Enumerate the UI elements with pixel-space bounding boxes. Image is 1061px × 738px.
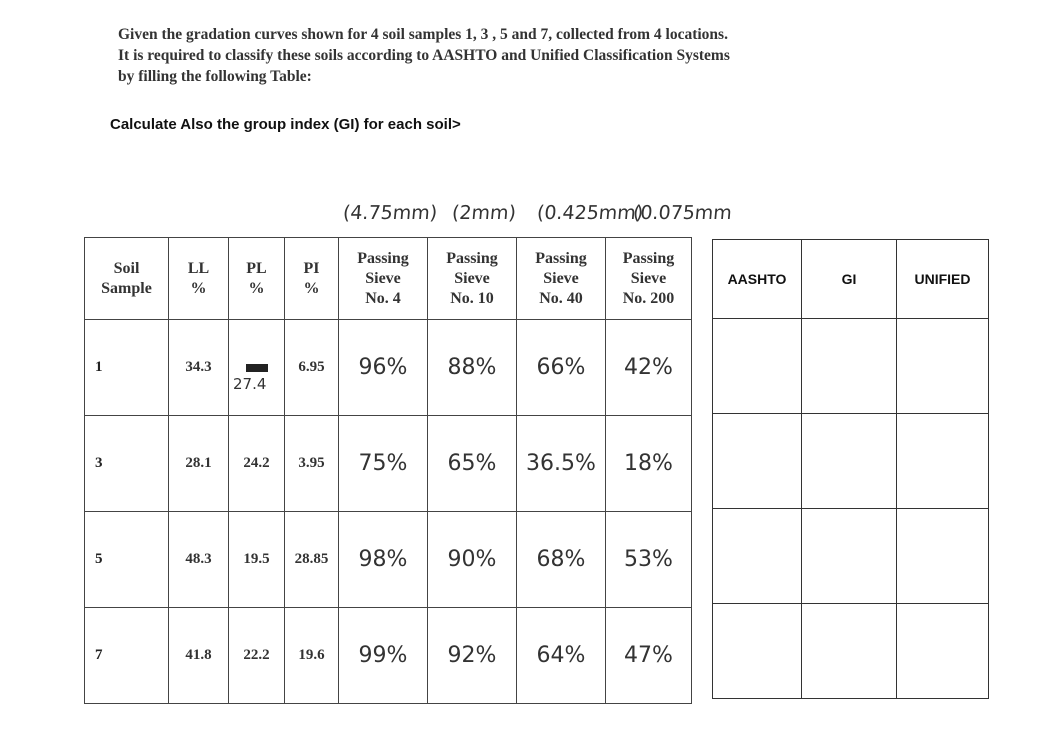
answer-row bbox=[713, 414, 989, 509]
header-pl: PL % bbox=[229, 238, 285, 320]
gi-answer-cell[interactable] bbox=[802, 414, 897, 509]
unified-answer-cell[interactable] bbox=[897, 319, 989, 414]
sample-id: 1 bbox=[85, 320, 169, 416]
header-no200: Passing Sieve No. 200 bbox=[606, 238, 692, 320]
answer-row bbox=[713, 509, 989, 604]
passing-no40: 66% bbox=[517, 320, 606, 416]
header-pi: PI % bbox=[285, 238, 339, 320]
passing-no40: 64% bbox=[517, 608, 606, 704]
pl-value bbox=[229, 320, 285, 416]
answer-header-row bbox=[713, 240, 989, 319]
passing-no4: 96% bbox=[339, 320, 428, 416]
header-no4: Passing Sieve No. 4 bbox=[339, 238, 428, 320]
ll-value: 34.3 bbox=[169, 320, 229, 416]
gi-answer-cell[interactable] bbox=[802, 509, 897, 604]
header-gi: GI bbox=[802, 240, 897, 319]
table-row bbox=[85, 320, 692, 416]
passing-no200: 53% bbox=[606, 512, 692, 608]
unified-answer-cell[interactable] bbox=[897, 604, 989, 699]
header-aashto: AASHTO bbox=[713, 240, 802, 319]
passing-no40: 68% bbox=[517, 512, 606, 608]
unified-answer-cell[interactable] bbox=[897, 509, 989, 604]
sieve-size-no200: (0.075mm bbox=[632, 202, 733, 224]
answer-row bbox=[713, 319, 989, 414]
header-no10: Passing Sieve No. 10 bbox=[428, 238, 517, 320]
scribbled-out-mark bbox=[246, 364, 268, 372]
passing-no4: 98% bbox=[339, 512, 428, 608]
passing-no10: 88% bbox=[428, 320, 517, 416]
header-unified: UNIFIED bbox=[897, 240, 989, 319]
sieve-size-no4: (4.75mm) bbox=[342, 202, 439, 224]
sample-id: 5 bbox=[85, 512, 169, 608]
pi-value: 19.6 bbox=[285, 608, 339, 704]
table-row bbox=[85, 512, 692, 608]
table-header-row bbox=[85, 238, 692, 320]
header-soil-sample: Soil Sample bbox=[85, 238, 169, 320]
aashto-answer-cell[interactable] bbox=[713, 604, 802, 699]
passing-no200: 42% bbox=[606, 320, 692, 416]
passing-no10: 92% bbox=[428, 608, 517, 704]
pl-handwritten: 27.4 bbox=[233, 375, 267, 393]
passing-no4: 99% bbox=[339, 608, 428, 704]
unified-answer-cell[interactable] bbox=[897, 414, 989, 509]
table-row bbox=[85, 416, 692, 512]
header-no40: Passing Sieve No. 40 bbox=[517, 238, 606, 320]
aashto-answer-cell[interactable] bbox=[713, 414, 802, 509]
passing-no200: 47% bbox=[606, 608, 692, 704]
sieve-size-no10: (2mm) bbox=[451, 202, 517, 224]
passing-no200: 18% bbox=[606, 416, 692, 512]
table-row bbox=[85, 608, 692, 704]
classification-answer-table bbox=[712, 239, 989, 699]
pl-value: 24.2 bbox=[229, 416, 285, 512]
aashto-answer-cell[interactable] bbox=[713, 509, 802, 604]
soil-data-table bbox=[84, 237, 692, 704]
passing-no40: 36.5% bbox=[517, 416, 606, 512]
passing-no10: 65% bbox=[428, 416, 517, 512]
passing-no4: 75% bbox=[339, 416, 428, 512]
sieve-size-no40: (0.425mm) bbox=[536, 202, 645, 224]
pi-value: 28.85 bbox=[285, 512, 339, 608]
sample-id: 3 bbox=[85, 416, 169, 512]
sample-id: 7 bbox=[85, 608, 169, 704]
pl-value: 22.2 bbox=[229, 608, 285, 704]
gi-answer-cell[interactable] bbox=[802, 319, 897, 414]
gi-answer-cell[interactable] bbox=[802, 604, 897, 699]
aashto-answer-cell[interactable] bbox=[713, 319, 802, 414]
intro-line-1: Given the gradation curves shown for 4 soil samples 1, 3 , 5 and 7, collected from 4 locations. bbox=[118, 26, 728, 43]
ll-value: 48.3 bbox=[169, 512, 229, 608]
pl-value: 19.5 bbox=[229, 512, 285, 608]
intro-line-2: It is required to classify these soils according to AASHTO and Unified Classification Systems bbox=[118, 47, 730, 64]
pi-value: 6.95 bbox=[285, 320, 339, 416]
answer-row bbox=[713, 604, 989, 699]
header-ll: LL % bbox=[169, 238, 229, 320]
group-index-instruction: Calculate Also the group index (GI) for each soil> bbox=[110, 116, 461, 133]
problem-statement bbox=[118, 24, 898, 87]
intro-line-3: by filling the following Table: bbox=[118, 68, 312, 85]
passing-no10: 90% bbox=[428, 512, 517, 608]
pi-value: 3.95 bbox=[285, 416, 339, 512]
ll-value: 28.1 bbox=[169, 416, 229, 512]
ll-value: 41.8 bbox=[169, 608, 229, 704]
